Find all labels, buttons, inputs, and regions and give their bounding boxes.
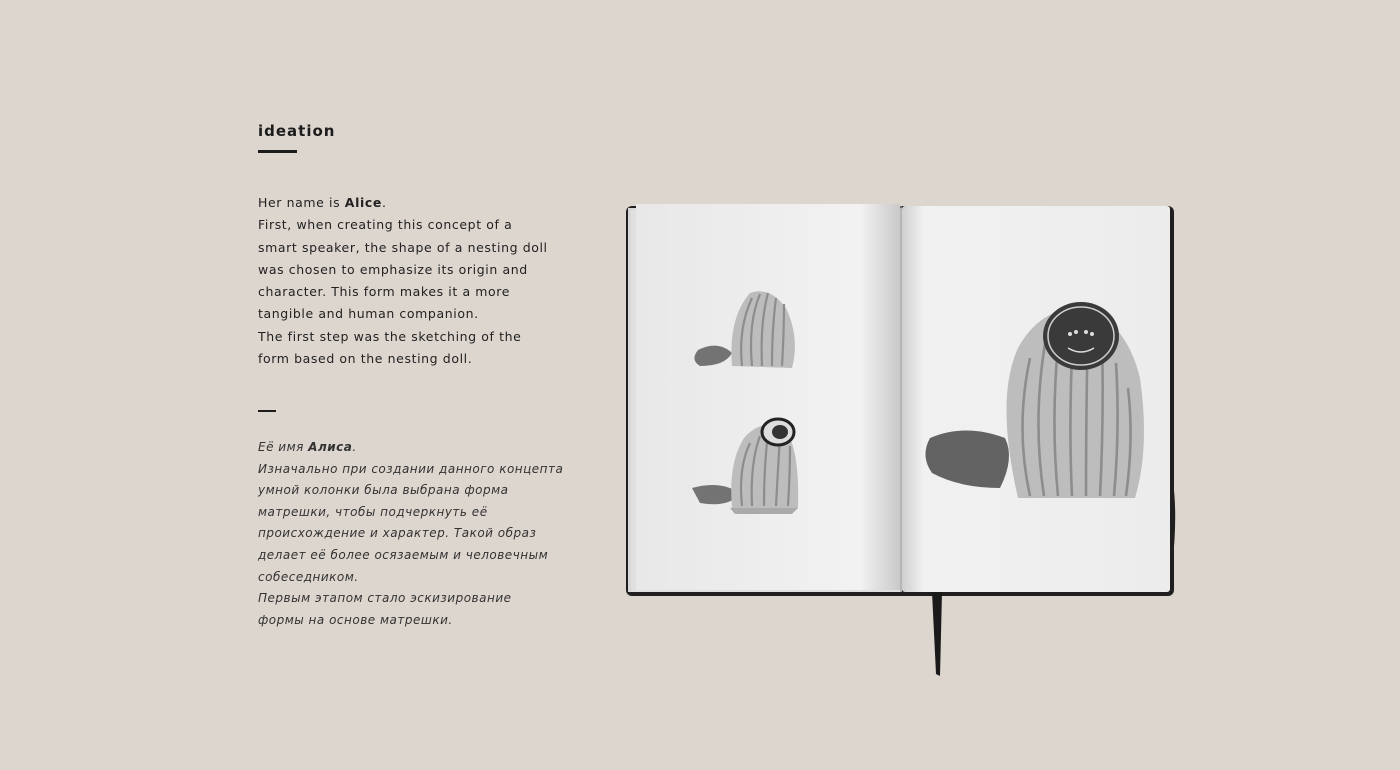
russian-line: формы на основе матрешки.: [258, 612, 453, 627]
open-sketchbook-icon: [620, 198, 1180, 683]
title-underline: [258, 150, 297, 153]
russian-name-line: [258, 437, 578, 459]
russian-name: Алиса: [308, 440, 353, 454]
russian-name-prefix: Её имя: [258, 440, 309, 454]
russian-line: Первым этапом стало эскизирование: [258, 591, 512, 606]
russian-line: Изначально при создании данного концепта: [258, 461, 564, 476]
sketchbook-illustration: [620, 198, 1180, 683]
english-line: was chosen to emphasize its origin and: [258, 261, 528, 277]
bookmark-ribbon: [932, 592, 942, 676]
section-title: ideation: [258, 122, 336, 140]
english-line: smart speaker, the shape of a nesting doll: [258, 239, 548, 255]
russian-line: делает её более осязаемым и человечным: [258, 547, 549, 562]
russian-line: происхождение и характер. Такой образ: [258, 526, 537, 541]
english-description: [258, 192, 558, 370]
russian-line: матрешки, чтобы подчеркнуть её: [258, 504, 488, 519]
english-line: The first step was the sketching of the: [258, 328, 522, 344]
english-line: character. This form makes it a more: [258, 284, 511, 300]
russian-name-suffix: .: [352, 440, 357, 454]
english-name-suffix: .: [381, 195, 387, 210]
english-name-line: [258, 192, 558, 214]
section-divider: [258, 410, 276, 412]
russian-line: собеседником.: [258, 569, 359, 584]
russian-line: умной колонки была выбрана форма: [258, 483, 509, 498]
english-line: First, when creating this concept of a: [258, 217, 513, 233]
english-name-prefix: Her name is: [258, 195, 345, 210]
english-name: Alice: [344, 195, 382, 210]
left-page: [636, 204, 900, 590]
english-line: form based on the nesting doll.: [258, 351, 473, 367]
russian-description: [258, 437, 578, 631]
english-line: tangible and human companion.: [258, 306, 479, 322]
